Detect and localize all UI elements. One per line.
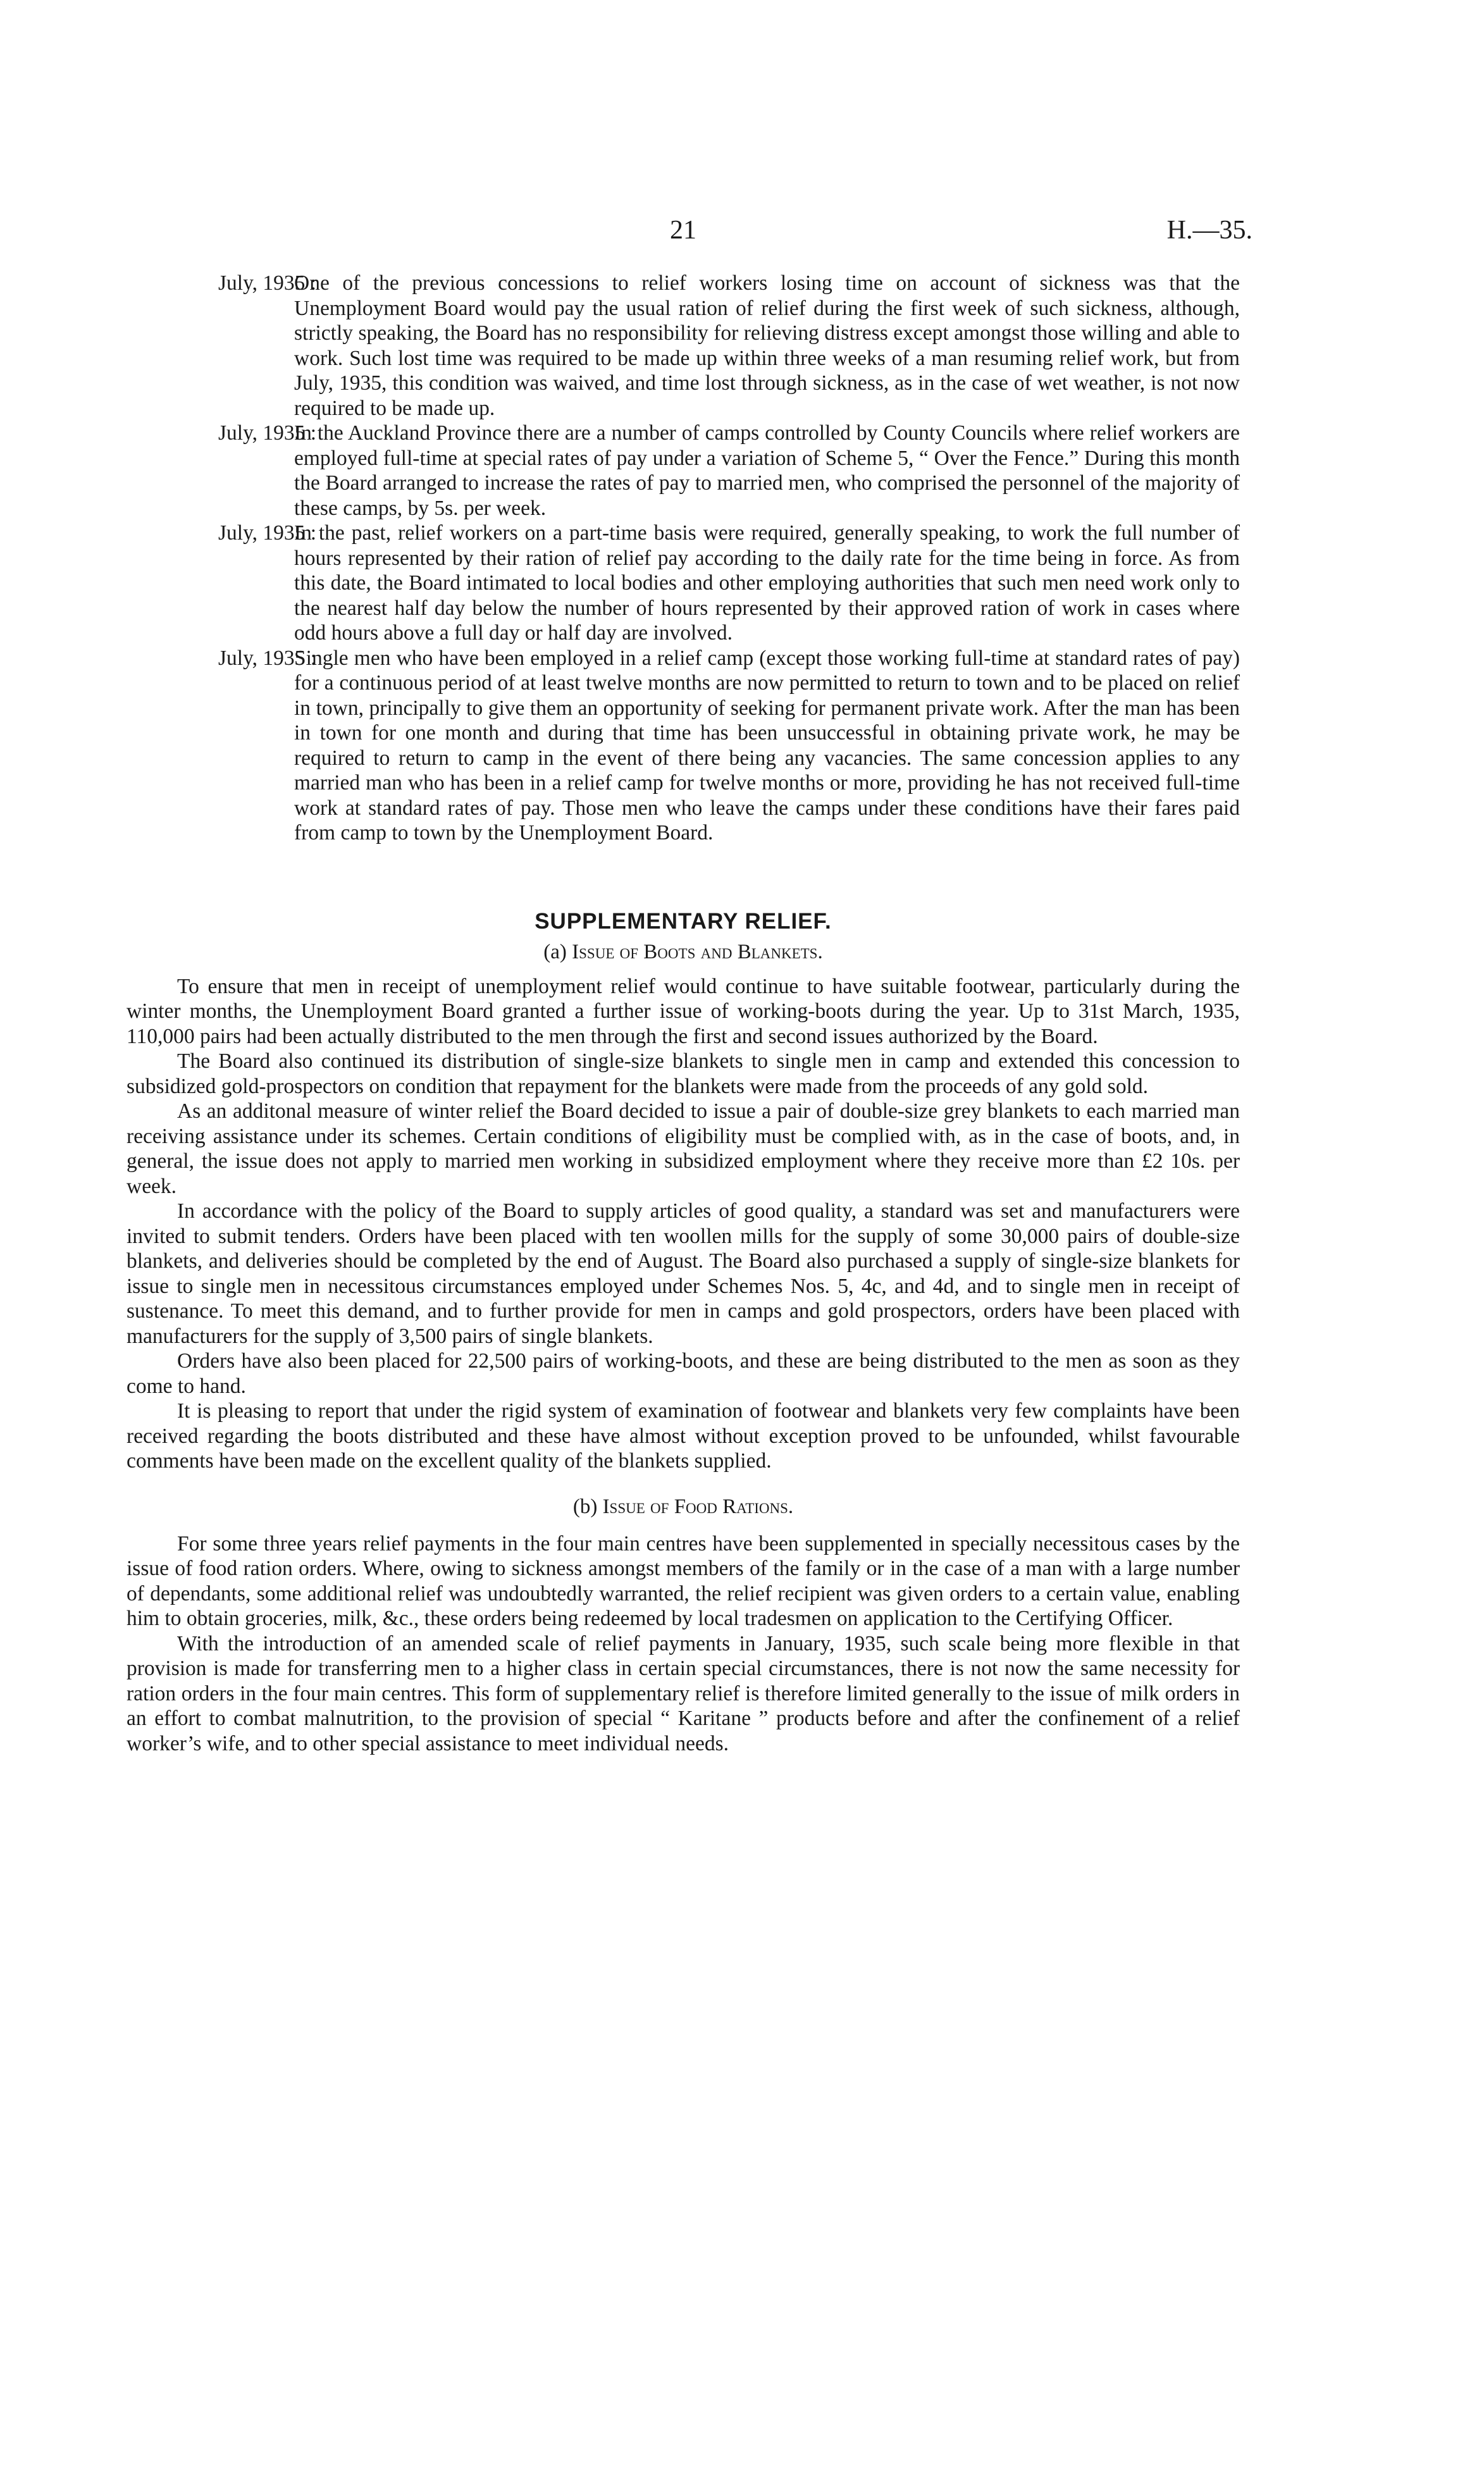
subsection-a-heading	[127, 941, 1240, 964]
entry-date: July, 1935 :	[218, 521, 317, 545]
subsection-b-heading	[127, 1495, 1240, 1519]
page-number: 21	[670, 216, 696, 245]
subsection-b-title: Issue of Food Rations.	[602, 1495, 794, 1518]
entry-date: July, 1935 :	[218, 271, 317, 295]
subsection-b-label: (b)	[572, 1495, 598, 1518]
paragraph: It is pleasing to report that under the rigid system of examination of footwear and blankets very few complaints have been received regarding the boots distributed and these have almost without exception proved to be unfounded, whilst favourable comments have been made on the excellent quality of the blankets supplied.	[127, 1399, 1240, 1473]
document-page	[127, 215, 1252, 1756]
paragraph: To ensure that men in receipt of unemployment relief would continue to have suitable footwear, particularly during the winter months, the Unemployment Board granted a further issue of working-boots during the year. Up to 31st March, 1935, 110,000 pairs had been actually distributed to the men through the first and second issues authorized by the Board.	[127, 974, 1240, 1048]
entry-date: July, 1935 :	[218, 421, 317, 445]
entry-text: One of the previous concessions to relief workers losing time on account of sickness was that the Unemployment Board would pay the usual ration of relief during the first week of such sickness, although, strictly speaking, the Board has no responsibility for relieving distress except amongst those willing and able to work. Such lost time was required to be made up within three weeks of a man resuming relief work, but from July, 1935, this condition was waived, and time lost through sickness, as in the case of wet weather, is not now required to be made up.	[294, 271, 1240, 420]
section-title: SUPPLEMENTARY RELIEF.	[535, 908, 832, 934]
entry-text: In the past, relief workers on a part-time basis were required, generally speaking, to work the full number of hours represented by their ration of relief pay according to the daily rate for the time being in force. As from this date, the Board intimated to local bodies and other employing authorities that such men need work only to the nearest half day below the number of hours represented by their approved ration of work in cases where odd hours above a full day or half day are involved.	[294, 521, 1240, 645]
entry-text: Single men who have been employed in a relief camp (except those working full-time at standard rates of pay) for a continuous period of at least twelve months are now permitted to return to town and to be placed on relief in town, principally to give them an opportunity of seeking for permanent private work. After the man has been in town for one month and during that time has been unsuccessful in obtaining private work, he may be required to return to camp in the event of there being any vacancies. The same concession applies to any married man who has been in a relief camp for twelve months or more, providing he has not received full-time work at standard rates of pay. Those men who leave the camps under these conditions have their fares paid from camp to town by the Unemployment Board.	[294, 646, 1240, 844]
dated-entries	[127, 271, 1240, 846]
entry-date: July, 1935 :	[218, 646, 317, 670]
paragraph: With the introduction of an amended scale of relief payments in January, 1935, such scale being more flexible in that provision is made for transferring men to a higher class in certain special circumstances, there is not now the same necessity for ration orders in the four main centres. This form of supplementary relief is therefore limited generally to the issue of milk orders in an effort to combat malnutrition, to the provision of special “ Karitane ” products before and after the confinement of a relief worker’s wife, and to other special assistance to meet individual needs.	[127, 1631, 1240, 1755]
dated-entry	[127, 521, 1240, 646]
paragraph: Orders have also been placed for 22,500 pairs of working-boots, and these are being distributed to the men as soon as they come to hand.	[127, 1349, 1240, 1398]
paragraph: As an additonal measure of winter relief the Board decided to issue a pair of double-size grey blankets to each married man receiving assistance under its schemes. Certain conditions of eligibility must be complied with, as in the case of boots, and, in general, the issue does not apply to married men working in subsidized employment where they receive more than £2 10s. per week.	[127, 1099, 1240, 1198]
paragraph: For some three years relief payments in the four main centres have been supplemented in specially necessitous cases by the issue of food ration orders. Where, owing to sickness amongst members of the family or in the case of a man with a large number of dependants, some additional relief was undoubtedly warranted, the relief recipient was given orders to a certain value, enabling him to obtain groceries, milk, &c., these orders being redeemed by local tradesmen on application to the Certifying Officer.	[127, 1531, 1240, 1630]
paragraph: In accordance with the policy of the Board to supply articles of good quality, a standard was set and manufacturers were invited to submit tenders. Orders have been placed with ten woollen mills for the supply of some 30,000 pairs of double-size blankets, and deliveries should be completed by the end of August. The Board also purchased a supply of single-size blankets for issue to single men in necessitous circumstances employed under Schemes Nos. 5, 4c, and 4d, and to single men in receipt of sustenance. To meet this demand, and to further provide for men in camps and gold prospectors, orders have been placed with manufacturers for the supply of 3,500 pairs of single blankets.	[127, 1199, 1240, 1348]
document-reference: H.—35.	[1166, 216, 1252, 245]
dated-entry	[127, 421, 1240, 521]
dated-entry	[127, 271, 1240, 421]
entry-text: In the Auckland Province there are a number of camps controlled by County Councils where relief workers are employed full-time at special rates of pay under a variation of Scheme 5, “ Over the Fence.” During this month the Board arranged to increase the rates of pay to married men, who comprised the personnel of the majority of these camps, by 5s. per week.	[294, 421, 1240, 520]
paragraph: The Board also continued its distribution of single-size blankets to single men in camp and extended this concession to subsidized gold-prospectors on condition that repayment for the blankets were made from the proceeds of any gold sold.	[127, 1049, 1240, 1098]
subsection-a-title: Issue of Boots and Blankets.	[572, 940, 823, 963]
subsection-a-label: (a)	[543, 940, 567, 963]
dated-entry	[127, 646, 1240, 846]
page-header	[127, 215, 1252, 266]
